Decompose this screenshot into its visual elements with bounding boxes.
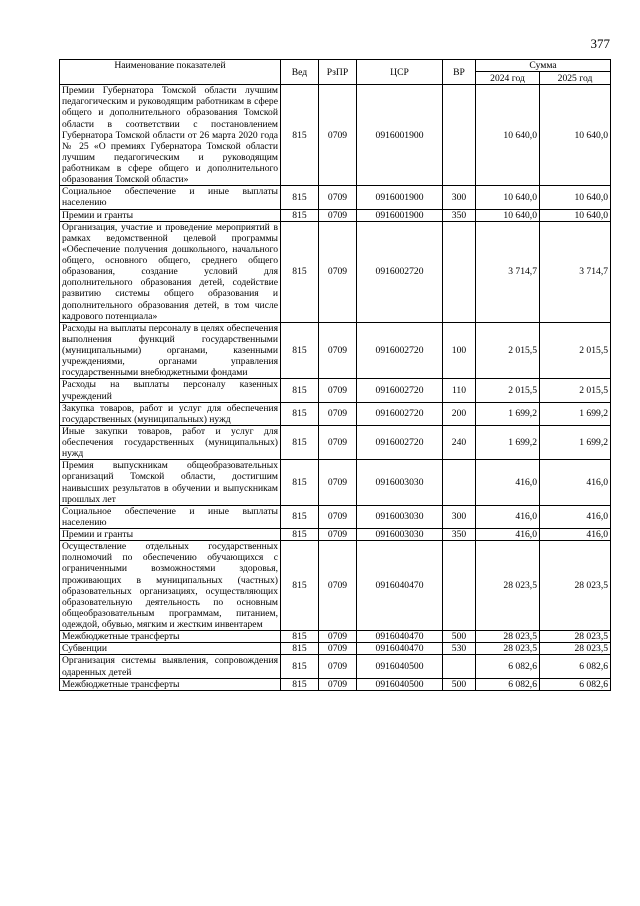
cell-name: Закупка товаров, работ и услуг для обеспечения государственных (муниципальных) нужд [60,402,281,425]
cell-vr [443,460,476,506]
table-row [60,655,611,678]
cell-sum-2024: 1 699,2 [476,402,540,425]
cell-ved: 815 [281,643,319,655]
table-row [60,85,611,186]
cell-name: Субвенции [60,643,281,655]
cell-ved: 815 [281,460,319,506]
cell-ved: 815 [281,678,319,690]
cell-sum-2025: 416,0 [540,505,611,528]
cell-sum-2024: 2 015,5 [476,379,540,402]
cell-name: Премии и гранты [60,209,281,221]
cell-sum-2025: 1 699,2 [540,425,611,459]
cell-ved: 815 [281,85,319,186]
cell-rzpr: 0709 [319,631,357,643]
cell-name: Премии и гранты [60,529,281,541]
cell-ved: 815 [281,655,319,678]
cell-csr: 0916003030 [357,529,443,541]
cell-sum-2025: 6 082,6 [540,678,611,690]
cell-csr: 0916002720 [357,402,443,425]
cell-name: Осуществление отдельных государственных полномочий по обеспечению обучающихся с ограниченными возможностями здоровья, проживающих в муниципальных (частных) образовательных организациях, осуществляющих образовательную деятельность по основным общеобразовательным программам, питанием, одеждой, обувью, мягким и жестким инвентарем [60,541,281,631]
table-body [60,85,611,691]
cell-vr: 500 [443,631,476,643]
header-sum: Сумма [476,60,611,72]
table-row [60,425,611,459]
cell-sum-2025: 28 023,5 [540,541,611,631]
cell-sum-2025: 3 714,7 [540,221,611,322]
table-row [60,460,611,506]
cell-sum-2024: 6 082,6 [476,655,540,678]
cell-vr: 110 [443,379,476,402]
cell-sum-2024: 6 082,6 [476,678,540,690]
cell-ved: 815 [281,631,319,643]
cell-vr: 530 [443,643,476,655]
cell-rzpr: 0709 [319,402,357,425]
cell-rzpr: 0709 [319,322,357,379]
cell-sum-2024: 10 640,0 [476,186,540,209]
cell-rzpr: 0709 [319,209,357,221]
table-row [60,221,611,322]
table-row [60,186,611,209]
cell-ved: 815 [281,221,319,322]
cell-name: Социальное обеспечение и иные выплаты населению [60,505,281,528]
cell-name: Организация, участие и проведение мероприятий в рамках ведомственной целевой программы «Обеспечение получения дошкольного, начального общего, основного общего, среднего общего образования, создание условий для дополнительного образования детей, содействие развитию системы общего образования и дополнительного образования детей, в том числе кадрового потенциала» [60,221,281,322]
cell-sum-2025: 2 015,5 [540,379,611,402]
header-vr: ВР [443,60,476,85]
cell-name: Межбюджетные трансферты [60,678,281,690]
cell-rzpr: 0709 [319,221,357,322]
cell-csr: 0916002720 [357,425,443,459]
cell-rzpr: 0709 [319,460,357,506]
cell-vr: 240 [443,425,476,459]
cell-name: Организация системы выявления, сопровождения одаренных детей [60,655,281,678]
cell-csr: 0916003030 [357,460,443,506]
cell-name: Премии Губернатора Томской области лучшим педагогическим и руководящим работникам в сфере общего и дополнительного образования Томской области в соответствии с постановлением Губернатора Томской области от 26 марта 2020 года № 25 «О премиях Губернатора Томской области лучшим педагогическим и руководящим работникам в сфере общего и дополнительного образования Томской области» [60,85,281,186]
cell-vr: 500 [443,678,476,690]
cell-vr: 100 [443,322,476,379]
cell-vr: 350 [443,529,476,541]
header-year-2024: 2024 год [476,72,540,85]
cell-csr: 0916040500 [357,678,443,690]
cell-vr: 300 [443,505,476,528]
cell-sum-2024: 28 023,5 [476,541,540,631]
cell-sum-2025: 416,0 [540,460,611,506]
cell-name: Иные закупки товаров, работ и услуг для обеспечения государственных (муниципальных) нужд [60,425,281,459]
cell-sum-2025: 1 699,2 [540,402,611,425]
cell-csr: 0916002720 [357,322,443,379]
cell-name: Расходы на выплаты персоналу казенных учреждений [60,379,281,402]
header-csr: ЦСР [357,60,443,85]
table-row [60,529,611,541]
cell-sum-2024: 10 640,0 [476,85,540,186]
cell-rzpr: 0709 [319,678,357,690]
cell-sum-2024: 416,0 [476,460,540,506]
cell-rzpr: 0709 [319,541,357,631]
cell-vr [443,655,476,678]
cell-rzpr: 0709 [319,505,357,528]
header-ved: Вед [281,60,319,85]
cell-ved: 815 [281,425,319,459]
cell-ved: 815 [281,209,319,221]
cell-sum-2025: 2 015,5 [540,322,611,379]
table-row [60,643,611,655]
cell-rzpr: 0709 [319,643,357,655]
table-row [60,402,611,425]
cell-csr: 0916040470 [357,541,443,631]
cell-sum-2025: 10 640,0 [540,85,611,186]
cell-sum-2025: 6 082,6 [540,655,611,678]
table-row [60,209,611,221]
cell-name: Межбюджетные трансферты [60,631,281,643]
cell-sum-2024: 28 023,5 [476,643,540,655]
cell-sum-2024: 28 023,5 [476,631,540,643]
table-row [60,379,611,402]
cell-ved: 815 [281,379,319,402]
cell-name: Социальное обеспечение и иные выплаты населению [60,186,281,209]
cell-csr: 0916040470 [357,631,443,643]
cell-sum-2025: 28 023,5 [540,643,611,655]
cell-name: Расходы на выплаты персоналу в целях обеспечения выполнения функций государственными (муниципальными) органами, казенными учреждениями, органами управления государственными внебюджетными фондами [60,322,281,379]
header-name: Наименование показателей [60,60,281,85]
cell-rzpr: 0709 [319,85,357,186]
cell-rzpr: 0709 [319,655,357,678]
cell-sum-2024: 416,0 [476,529,540,541]
header-year-2025: 2025 год [540,72,611,85]
cell-csr: 0916001900 [357,186,443,209]
cell-sum-2025: 10 640,0 [540,186,611,209]
cell-ved: 815 [281,505,319,528]
cell-ved: 815 [281,529,319,541]
table-header [60,60,611,85]
cell-csr: 0916003030 [357,505,443,528]
cell-csr: 0916001900 [357,209,443,221]
cell-rzpr: 0709 [319,425,357,459]
header-rzpr: РзПР [319,60,357,85]
cell-rzpr: 0709 [319,186,357,209]
cell-rzpr: 0709 [319,529,357,541]
table-row [60,505,611,528]
cell-sum-2025: 28 023,5 [540,631,611,643]
cell-ved: 815 [281,402,319,425]
cell-vr: 300 [443,186,476,209]
cell-csr: 0916002720 [357,379,443,402]
cell-rzpr: 0709 [319,379,357,402]
cell-vr: 200 [443,402,476,425]
cell-sum-2024: 10 640,0 [476,209,540,221]
cell-vr [443,85,476,186]
cell-vr: 350 [443,209,476,221]
cell-sum-2024: 416,0 [476,505,540,528]
cell-sum-2025: 10 640,0 [540,209,611,221]
cell-csr: 0916040500 [357,655,443,678]
cell-vr [443,541,476,631]
cell-ved: 815 [281,541,319,631]
cell-csr: 0916040470 [357,643,443,655]
cell-sum-2025: 416,0 [540,529,611,541]
cell-csr: 0916002720 [357,221,443,322]
cell-name: Премия выпускникам общеобразовательных организаций Томской области, достигшим наивысших результатов в обучении и выпускникам прошлых лет [60,460,281,506]
cell-ved: 815 [281,186,319,209]
budget-table [59,59,611,691]
cell-ved: 815 [281,322,319,379]
cell-sum-2024: 3 714,7 [476,221,540,322]
table-row [60,678,611,690]
table-row [60,541,611,631]
cell-sum-2024: 2 015,5 [476,322,540,379]
cell-csr: 0916001900 [357,85,443,186]
page-number: 377 [590,36,610,51]
table-row [60,322,611,379]
cell-vr [443,221,476,322]
cell-sum-2024: 1 699,2 [476,425,540,459]
table-row [60,631,611,643]
